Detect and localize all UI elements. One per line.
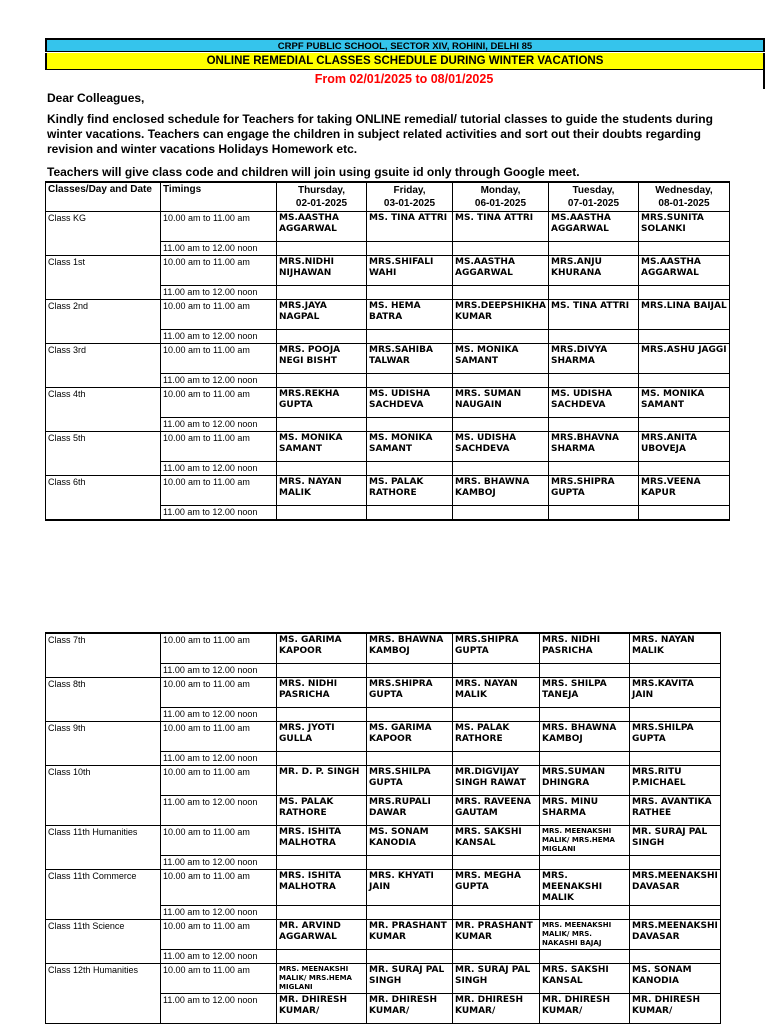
teacher-cell-slot2-4 [638, 286, 729, 300]
table-row [46, 388, 730, 418]
table-row [46, 300, 730, 330]
teacher-cell-slot2-4 [630, 707, 721, 721]
timing-cell: 11.00 am to 12.00 noon [161, 462, 277, 476]
teacher-cell-slot1-0: MS. MONIKA SAMANT [277, 432, 367, 462]
teacher-cell-slot2-4 [638, 242, 729, 256]
teacher-cell-slot1-2: MS. TINA ATTRI [453, 212, 549, 242]
timing-cell: 10.00 am to 11.00 am [161, 633, 277, 663]
table-row [46, 633, 721, 663]
teacher-cell-slot1-0: MS.AASTHA AGGARWAL [277, 212, 367, 242]
class-name-cell: Class 4th [46, 388, 161, 432]
teacher-cell-slot1-0: MRS.JAYA NAGPAL [277, 300, 367, 330]
teacher-cell-slot1-4: MS. MONIKA SAMANT [638, 388, 729, 418]
day-name: Thursday, [297, 185, 346, 196]
teacher-cell-slot1-0: MRS. ISHITA MALHOTRA [277, 825, 367, 855]
class-name-cell: Class 6th [46, 476, 161, 521]
teacher-cell-slot1-0: MRS. NIDHI PASRICHA [277, 677, 367, 707]
teacher-cell-slot2-2 [453, 286, 549, 300]
teacher-cell-slot1-3: MRS. MEENAKSHI MALIK [540, 869, 630, 905]
timing-cell: 10.00 am to 11.00 am [161, 256, 277, 286]
teacher-cell-slot2-2: MRS. RAVEENA GAUTAM [453, 795, 540, 825]
teacher-cell-slot1-0: MRS.REKHA GUPTA [277, 388, 367, 418]
teacher-cell-slot2-0 [277, 663, 367, 677]
teacher-cell-slot2-4 [638, 330, 729, 344]
schedule-title: ONLINE REMEDIAL CLASSES SCHEDULE DURING WINTER VACATIONS [45, 53, 765, 70]
table-header-row [46, 182, 730, 212]
class-name-cell: Class KG [46, 212, 161, 256]
teacher-cell-slot2-0 [277, 242, 367, 256]
timing-cell: 10.00 am to 11.00 am [161, 765, 277, 795]
teacher-cell-slot2-1 [367, 707, 453, 721]
teacher-cell-slot1-4: MR. SURAJ PAL SINGH [630, 825, 721, 855]
teacher-cell-slot2-1: MRS.RUPALI DAWAR [367, 795, 453, 825]
table-row [46, 212, 730, 242]
timing-cell: 10.00 am to 11.00 am [161, 388, 277, 418]
teacher-cell-slot2-2 [453, 663, 540, 677]
teacher-cell-slot1-2: MR. SURAJ PAL SINGH [453, 963, 540, 993]
timing-cell: 11.00 am to 12.00 noon [161, 418, 277, 432]
teacher-cell-slot2-2 [453, 330, 549, 344]
teacher-cell-slot1-3: MRS. MEENAKSHI MALIK/ MRS.HEMA MIGLANI [540, 825, 630, 855]
teacher-cell-slot2-1 [367, 855, 453, 869]
teacher-cell-slot2-1 [367, 506, 453, 521]
teacher-cell-slot2-2 [453, 462, 549, 476]
teacher-cell-slot1-0: MR. ARVIND AGGARWAL [277, 919, 367, 949]
teacher-cell-slot2-0 [277, 751, 367, 765]
teacher-cell-slot1-1: MS. TINA ATTRI [367, 212, 453, 242]
teacher-cell-slot2-1 [367, 374, 453, 388]
teacher-cell-slot1-4: MRS.VEENA KAPUR [638, 476, 729, 506]
teacher-cell-slot1-2: MRS.DEEPSHIKHA KUMAR [453, 300, 549, 330]
teacher-cell-slot1-1: MS. GARIMA KAPOOR [367, 721, 453, 751]
timing-cell: 11.00 am to 12.00 noon [161, 374, 277, 388]
teacher-cell-slot2-4: MRS. AVANTIKA RATHEE [630, 795, 721, 825]
timing-cell: 10.00 am to 11.00 am [161, 212, 277, 242]
school-name: CRPF PUBLIC SCHOOL, SECTOR XIV, ROHINI, DELHI 85 [45, 38, 765, 52]
timing-cell: 11.00 am to 12.00 noon [161, 855, 277, 869]
timing-cell: 10.00 am to 11.00 am [161, 963, 277, 993]
teacher-cell-slot1-3: MS. TINA ATTRI [548, 300, 638, 330]
teacher-cell-slot1-0: MRS. JYOTI GULLA [277, 721, 367, 751]
table-row [46, 432, 730, 462]
teacher-cell-slot2-4 [638, 462, 729, 476]
teacher-cell-slot2-4 [630, 663, 721, 677]
teacher-cell-slot1-2: MR. PRASHANT KUMAR [453, 919, 540, 949]
teacher-cell-slot1-2: MRS. NAYAN MALIK [453, 677, 540, 707]
teacher-cell-slot1-2: MRS. SAKSHI KANSAL [453, 825, 540, 855]
teacher-cell-slot1-3: MRS.BHAVNA SHARMA [548, 432, 638, 462]
teacher-cell-slot1-0: MRS. POOJA NEGI BISHT [277, 344, 367, 374]
teacher-cell-slot2-1 [367, 242, 453, 256]
day-date: 08-01-2025 [658, 198, 710, 209]
teacher-cell-slot1-3: MRS. SAKSHI KANSAL [540, 963, 630, 993]
teacher-cell-slot2-4 [638, 506, 729, 521]
teacher-cell-slot1-0: MRS.NIDHI NIJHAWAN [277, 256, 367, 286]
teacher-cell-slot2-3 [548, 242, 638, 256]
teacher-cell-slot1-2: MS. PALAK RATHORE [453, 721, 540, 751]
table-row [46, 721, 721, 751]
teacher-cell-slot1-4: MRS.LINA BAIJAL [638, 300, 729, 330]
teacher-cell-slot2-0 [277, 418, 367, 432]
teacher-cell-slot2-3 [548, 374, 638, 388]
class-name-cell: Class 12th Humanities [46, 963, 161, 1023]
teacher-cell-slot2-2: MR. DHIRESH KUMAR/ [453, 993, 540, 1023]
timing-cell: 10.00 am to 11.00 am [161, 432, 277, 462]
teacher-cell-slot1-4: MRS.ASHU JAGGI [638, 344, 729, 374]
header-day-3 [548, 182, 638, 212]
teacher-cell-slot2-3 [548, 462, 638, 476]
timing-cell: 11.00 am to 12.00 noon [161, 905, 277, 919]
teacher-cell-slot2-4 [638, 418, 729, 432]
teacher-cell-slot1-1: MS. MONIKA SAMANT [367, 432, 453, 462]
teacher-cell-slot2-0 [277, 286, 367, 300]
teacher-cell-slot2-1 [367, 462, 453, 476]
class-name-cell: Class 11th Commerce [46, 869, 161, 919]
class-name-cell: Class 3rd [46, 344, 161, 388]
teacher-cell-slot1-0: MRS. NAYAN MALIK [277, 476, 367, 506]
teacher-cell-slot2-1 [367, 751, 453, 765]
class-name-cell: Class 11th Humanities [46, 825, 161, 869]
header-timings: Timings [161, 182, 277, 212]
teacher-cell-slot2-2 [453, 242, 549, 256]
header-day-2 [453, 182, 549, 212]
teacher-cell-slot1-2: MS.AASTHA AGGARWAL [453, 256, 549, 286]
teacher-cell-slot1-4: MS. SONAM KANODIA [630, 963, 721, 993]
teacher-cell-slot1-2: MRS. MEGHA GUPTA [453, 869, 540, 905]
teacher-cell-slot2-0 [277, 506, 367, 521]
teacher-cell-slot2-0 [277, 462, 367, 476]
timing-cell: 10.00 am to 11.00 am [161, 825, 277, 855]
day-name: Monday, [480, 185, 521, 196]
teacher-cell-slot2-0 [277, 330, 367, 344]
teacher-cell-slot1-4: MRS.MEENAKSHI DAVASAR [630, 869, 721, 905]
teacher-cell-slot2-1 [367, 905, 453, 919]
teacher-cell-slot1-3: MRS. BHAWNA KAMBOJ [540, 721, 630, 751]
teacher-cell-slot2-0 [277, 707, 367, 721]
schedule-table-2 [45, 632, 721, 1024]
teacher-cell-slot1-0: MR. D. P. SINGH [277, 765, 367, 795]
teacher-cell-slot1-0: MS. GARIMA KAPOOR [277, 633, 367, 663]
table-row [46, 677, 721, 707]
teacher-cell-slot1-1: MRS. BHAWNA KAMBOJ [367, 633, 453, 663]
teacher-cell-slot2-3 [540, 663, 630, 677]
teacher-cell-slot2-1 [367, 330, 453, 344]
teacher-cell-slot1-3: MRS. NIDHI PASRICHA [540, 633, 630, 663]
teacher-cell-slot1-4: MRS.SHILPA GUPTA [630, 721, 721, 751]
intro-paragraph: Kindly find enclosed schedule for Teachers for taking ONLINE remedial/ tutorial classes to guide the students during winter vacations. Teachers can engage the children in subject related activities and sort out their doubts regarding revision and winter vacations Holidays Homework etc. [47, 112, 713, 156]
table-row [46, 476, 730, 506]
teacher-cell-slot2-0 [277, 905, 367, 919]
teacher-cell-slot1-3: MRS.SUMAN DHINGRA [540, 765, 630, 795]
day-date: 03-01-2025 [383, 198, 436, 209]
timing-cell: 11.00 am to 12.00 noon [161, 242, 277, 256]
teacher-cell-slot2-4 [630, 905, 721, 919]
teacher-cell-slot1-1: MRS. KHYATI JAIN [367, 869, 453, 905]
teacher-cell-slot2-3 [540, 905, 630, 919]
teacher-cell-slot2-4 [638, 374, 729, 388]
day-name: Tuesday, [572, 185, 615, 196]
timing-cell: 10.00 am to 11.00 am [161, 344, 277, 374]
table-row [46, 256, 730, 286]
teacher-cell-slot2-3 [548, 506, 638, 521]
class-name-cell: Class 1st [46, 256, 161, 300]
header-day-1 [367, 182, 453, 212]
teacher-cell-slot1-3: MRS.SHIPRA GUPTA [548, 476, 638, 506]
teacher-cell-slot1-1: MR. PRASHANT KUMAR [367, 919, 453, 949]
teacher-cell-slot2-1 [367, 949, 453, 963]
teacher-cell-slot1-2: MR.DIGVIJAY SINGH RAWAT [453, 765, 540, 795]
timing-cell: 11.00 am to 12.00 noon [161, 663, 277, 677]
teacher-cell-slot2-3 [540, 949, 630, 963]
teacher-cell-slot1-2: MRS. BHAWNA KAMBOJ [453, 476, 549, 506]
teacher-cell-slot1-4: MRS.ANITA UBOVEJA [638, 432, 729, 462]
timing-cell: 11.00 am to 12.00 noon [161, 993, 277, 1023]
teacher-cell-slot1-4: MRS.MEENAKSHI DAVASAR [630, 919, 721, 949]
teacher-cell-slot1-1: MRS.SAHIBA TALWAR [367, 344, 453, 374]
teacher-cell-slot1-3: MRS. MEENAKSHI MALIK/ MRS. NAKASHI BAJAJ [540, 919, 630, 949]
teacher-cell-slot2-2 [453, 855, 540, 869]
teacher-cell-slot2-2 [453, 707, 540, 721]
timing-cell: 10.00 am to 11.00 am [161, 677, 277, 707]
timing-cell: 10.00 am to 11.00 am [161, 919, 277, 949]
schedule-dates: From 02/01/2025 to 08/01/2025 [45, 70, 765, 89]
teacher-cell-slot2-1 [367, 663, 453, 677]
class-name-cell: Class 11th Science [46, 919, 161, 963]
class-name-cell: Class 8th [46, 677, 161, 721]
teacher-cell-slot1-1: MS. HEMA BATRA [367, 300, 453, 330]
table-row [46, 765, 721, 795]
teacher-cell-slot2-2 [453, 418, 549, 432]
teacher-cell-slot1-4: MRS.KAVITA JAIN [630, 677, 721, 707]
teacher-cell-slot2-3: MR. DHIRESH KUMAR/ [540, 993, 630, 1023]
class-name-cell: Class 5th [46, 432, 161, 476]
timing-cell: 11.00 am to 12.00 noon [161, 751, 277, 765]
teacher-cell-slot1-1: MS. SONAM KANODIA [367, 825, 453, 855]
header-day-4 [638, 182, 729, 212]
teacher-cell-slot1-4: MRS.RITU P.MICHAEL [630, 765, 721, 795]
table-row [46, 869, 721, 905]
teacher-cell-slot1-0: MRS. MEENAKSHI MALIK/ MRS.HEMA MIGLANI [277, 963, 367, 993]
teacher-cell-slot2-2 [453, 905, 540, 919]
teacher-cell-slot1-3: MRS.DIVYA SHARMA [548, 344, 638, 374]
teacher-cell-slot1-3: MRS. SHILPA TANEJA [540, 677, 630, 707]
teacher-cell-slot2-4: MR. DHIRESH KUMAR/ [630, 993, 721, 1023]
teacher-cell-slot2-3 [548, 418, 638, 432]
class-name-cell: Class 2nd [46, 300, 161, 344]
teacher-cell-slot2-4 [630, 949, 721, 963]
teacher-cell-slot2-2 [453, 374, 549, 388]
teacher-cell-slot2-3 [540, 707, 630, 721]
teacher-cell-slot2-3 [548, 330, 638, 344]
timing-cell: 10.00 am to 11.00 am [161, 869, 277, 905]
timing-cell: 11.00 am to 12.00 noon [161, 795, 277, 825]
instruction-paragraph: Teachers will give class code and children will join using gsuite id only through Google meet. [47, 165, 580, 179]
teacher-cell-slot2-2 [453, 751, 540, 765]
timing-cell: 11.00 am to 12.00 noon [161, 330, 277, 344]
teacher-cell-slot1-1: MS. UDISHA SACHDEVA [367, 388, 453, 418]
teacher-cell-slot1-4: MRS. NAYAN MALIK [630, 633, 721, 663]
class-name-cell: Class 10th [46, 765, 161, 825]
teacher-cell-slot2-4 [630, 855, 721, 869]
timing-cell: 10.00 am to 11.00 am [161, 476, 277, 506]
class-name-cell: Class 9th [46, 721, 161, 765]
teacher-cell-slot2-0: MR. DHIRESH KUMAR/ [277, 993, 367, 1023]
timing-cell: 10.00 am to 11.00 am [161, 721, 277, 751]
teacher-cell-slot2-0 [277, 855, 367, 869]
teacher-cell-slot1-4: MRS.SUNITA SOLANKI [638, 212, 729, 242]
table-row [46, 825, 721, 855]
timing-cell: 11.00 am to 12.00 noon [161, 506, 277, 521]
timing-cell: 11.00 am to 12.00 noon [161, 949, 277, 963]
timing-cell: 11.00 am to 12.00 noon [161, 707, 277, 721]
teacher-cell-slot1-3: MS.AASTHA AGGARWAL [548, 212, 638, 242]
teacher-cell-slot1-3: MS. UDISHA SACHDEVA [548, 388, 638, 418]
teacher-cell-slot2-3 [540, 855, 630, 869]
teacher-cell-slot1-3: MRS.ANJU KHURANA [548, 256, 638, 286]
teacher-cell-slot1-1: MRS.SHILPA GUPTA [367, 765, 453, 795]
day-name: Wednesday, [655, 185, 713, 196]
schedule-table-1 [45, 181, 730, 521]
timing-cell: 11.00 am to 12.00 noon [161, 286, 277, 300]
teacher-cell-slot1-2: MRS.SHIPRA GUPTA [453, 633, 540, 663]
day-date: 06-01-2025 [474, 198, 527, 209]
class-name-cell: Class 7th [46, 633, 161, 677]
table-row [46, 344, 730, 374]
teacher-cell-slot1-1: MRS.SHIPRA GUPTA [367, 677, 453, 707]
teacher-cell-slot1-0: MRS. ISHITA MALHOTRA [277, 869, 367, 905]
header-day-0 [277, 182, 367, 212]
teacher-cell-slot2-0 [277, 949, 367, 963]
teacher-cell-slot1-1: MR. SURAJ PAL SINGH [367, 963, 453, 993]
greeting: Dear Colleagues, [47, 91, 145, 105]
teacher-cell-slot2-3: MRS. MINU SHARMA [540, 795, 630, 825]
table-row [46, 919, 721, 949]
teacher-cell-slot2-1 [367, 418, 453, 432]
teacher-cell-slot1-1: MRS.SHIFALI WAHI [367, 256, 453, 286]
teacher-cell-slot2-3 [548, 286, 638, 300]
day-date: 07-01-2025 [567, 198, 620, 209]
teacher-cell-slot1-4: MS.AASTHA AGGARWAL [638, 256, 729, 286]
teacher-cell-slot2-1 [367, 286, 453, 300]
teacher-cell-slot1-2: MS. MONIKA SAMANT [453, 344, 549, 374]
teacher-cell-slot2-0 [277, 374, 367, 388]
teacher-cell-slot2-4 [630, 751, 721, 765]
day-date: 02-01-2025 [295, 198, 348, 209]
day-name: Friday, [393, 185, 426, 196]
teacher-cell-slot2-0: MS. PALAK RATHORE [277, 795, 367, 825]
teacher-cell-slot2-2 [453, 506, 549, 521]
teacher-cell-slot2-2 [453, 949, 540, 963]
teacher-cell-slot2-3 [540, 751, 630, 765]
header-classes: Classes/Day and Date [46, 182, 161, 212]
table-row [46, 963, 721, 993]
teacher-cell-slot1-2: MS. UDISHA SACHDEVA [453, 432, 549, 462]
timing-cell: 10.00 am to 11.00 am [161, 300, 277, 330]
teacher-cell-slot2-1: MR. DHIRESH KUMAR/ [367, 993, 453, 1023]
teacher-cell-slot1-2: MRS. SUMAN NAUGAIN [453, 388, 549, 418]
teacher-cell-slot1-1: MS. PALAK RATHORE [367, 476, 453, 506]
